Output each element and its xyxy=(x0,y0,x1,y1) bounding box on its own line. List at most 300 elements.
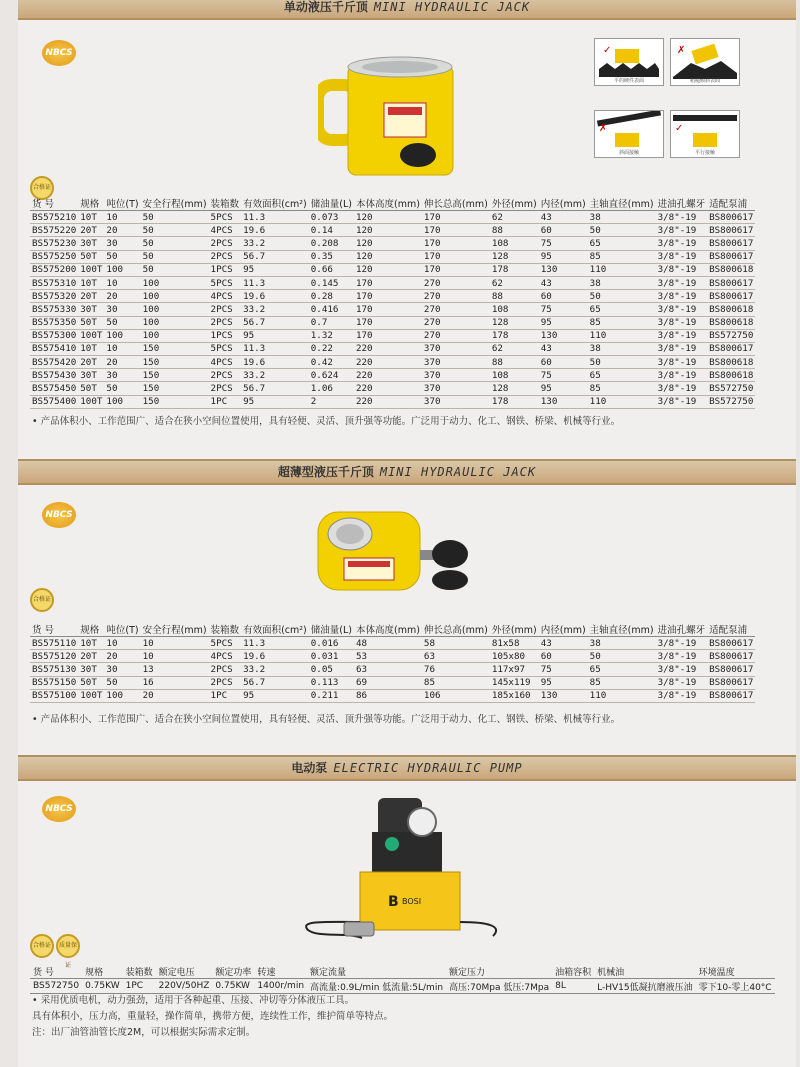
table-cell: 130 xyxy=(539,329,588,342)
table-cell: 120 xyxy=(354,224,422,237)
table-cell: 85 xyxy=(588,382,656,395)
table-cell: 50T xyxy=(78,382,104,395)
section3-title-cn: 电动泵 xyxy=(291,761,328,775)
table-cell: BS572750 xyxy=(709,396,754,408)
section1-title-cn: 单动液压千斤顶 xyxy=(283,0,368,14)
catalog-page xyxy=(18,0,796,1067)
table-cell: 5PCS xyxy=(209,211,242,224)
table-cell: 10T xyxy=(78,211,104,224)
table-cell: 10T xyxy=(78,342,104,355)
table-cell: 2PCS xyxy=(209,316,242,329)
svg-text:✓: ✓ xyxy=(603,45,612,56)
table-row xyxy=(30,303,755,316)
column-header: 规格 xyxy=(85,968,104,978)
column-header: 货 号 xyxy=(32,625,55,636)
table-cell: BS800618 xyxy=(709,356,754,368)
section2-title-band xyxy=(18,459,796,485)
column-header: 装箱数 xyxy=(210,625,240,636)
table-row xyxy=(30,211,755,224)
table-cell: 11.3 xyxy=(241,211,309,224)
table-cell: 178 xyxy=(490,329,539,342)
table-cell: BS575300 xyxy=(32,330,77,342)
table-cell: 62 xyxy=(490,342,539,355)
table-cell: 3/8"-19 xyxy=(656,224,708,237)
table-cell: 100 xyxy=(141,316,209,329)
table-cell: 150 xyxy=(141,369,209,382)
table-cell: 56.7 xyxy=(241,316,309,329)
spec-table-2 xyxy=(30,622,755,703)
table-cell: 50 xyxy=(141,211,209,224)
table-cell: 50 xyxy=(104,250,140,263)
electric-pump-image xyxy=(288,792,508,952)
table-cell: 43 xyxy=(539,211,588,224)
column-header: 油箱容积 xyxy=(555,968,592,978)
table-cell: 4PCS xyxy=(209,356,242,369)
table-cell: 170 xyxy=(422,250,490,263)
table-cell: 150 xyxy=(141,356,209,369)
table-cell: 高流量:0.9L/min 低流量:5L/min xyxy=(307,979,446,994)
table-cell: 50 xyxy=(104,676,140,689)
table-cell: 170 xyxy=(354,316,422,329)
table-cell: 20T xyxy=(78,650,104,663)
table-cell: 120 xyxy=(354,237,422,250)
table-cell: 88 xyxy=(490,290,539,303)
table-cell: 100 xyxy=(141,276,209,289)
pump-note-1: • 采用优质电机，动力强劲，适用于各种起重、压接、冲切等分体液压工具。 xyxy=(32,995,355,1006)
table-cell: 220 xyxy=(354,395,422,408)
table-cell: 2PCS xyxy=(209,382,242,395)
table-cell: 63 xyxy=(354,663,422,676)
table-cell: BS800617 xyxy=(709,650,754,662)
svg-text:✓: ✓ xyxy=(675,123,684,134)
column-header: 安全行程(mm) xyxy=(142,625,207,636)
table-cell: 20 xyxy=(104,290,140,303)
table-cell: 110 xyxy=(588,329,656,342)
table-cell: 30 xyxy=(104,663,140,676)
table-cell: 33.2 xyxy=(241,663,309,676)
table-cell: 76 xyxy=(422,663,490,676)
table-cell: 43 xyxy=(539,276,588,289)
table-cell: 185x160 xyxy=(490,689,539,702)
table-cell: BS575230 xyxy=(32,237,77,249)
table-cell: 58 xyxy=(422,637,490,650)
table-cell: 2PCS xyxy=(209,676,242,689)
table-cell: 1PCS xyxy=(209,263,242,276)
table-cell: 0.42 xyxy=(309,356,354,369)
svg-text:B: B xyxy=(388,894,399,910)
table-row xyxy=(30,329,755,342)
column-header: 储油量(L) xyxy=(310,199,352,210)
table-cell: 170 xyxy=(422,224,490,237)
table-cell: 150 xyxy=(141,395,209,408)
table-cell: 20 xyxy=(104,224,140,237)
table-cell: 30T xyxy=(78,663,104,676)
column-header: 环境温度 xyxy=(698,968,735,978)
table-cell: 2PCS xyxy=(209,663,242,676)
table-cell: 150 xyxy=(141,382,209,395)
table-cell: 50 xyxy=(104,382,140,395)
table-cell: 0.28 xyxy=(309,290,354,303)
table-cell: BS800617 xyxy=(709,290,754,302)
table-cell: 130 xyxy=(539,689,588,702)
table-row xyxy=(30,689,755,702)
table-cell: 85 xyxy=(588,676,656,689)
section2-title-en: MINI HYDRAULIC JACK xyxy=(379,465,537,479)
column-header: 有效面积(cm²) xyxy=(243,199,307,210)
table-cell: 178 xyxy=(490,263,539,276)
table-cell: 3/8"-19 xyxy=(656,663,708,676)
table-cell: 56.7 xyxy=(241,250,309,263)
table-cell: 3/8"-19 xyxy=(656,237,708,250)
section3-title-band xyxy=(18,755,796,781)
table-cell: 30T xyxy=(78,303,104,316)
table-cell: 0.073 xyxy=(309,211,354,224)
table-cell: 95 xyxy=(241,263,309,276)
table-cell: 75 xyxy=(539,303,588,316)
table-cell: 95 xyxy=(539,250,588,263)
table-cell: 60 xyxy=(539,356,588,369)
table-cell: 3/8"-19 xyxy=(656,276,708,289)
table-cell: 10 xyxy=(141,650,209,663)
table-cell: 69 xyxy=(354,676,422,689)
column-header: 吨位(T) xyxy=(106,625,139,636)
usage-diagram-4 xyxy=(670,110,740,158)
pump-note-2: 具有体积小，压力高，重量轻，操作简单，携带方便，连续性工作，维护简单等特点。 xyxy=(32,1011,394,1022)
table-cell: 33.2 xyxy=(241,237,309,250)
table-cell: 1PCS xyxy=(209,329,242,342)
table-cell: 370 xyxy=(422,395,490,408)
table-cell: 178 xyxy=(490,395,539,408)
column-header: 伸长总高(mm) xyxy=(423,625,488,636)
table-cell: 110 xyxy=(588,395,656,408)
section1-title-en: MINI HYDRAULIC JACK xyxy=(373,0,531,14)
table-row xyxy=(30,276,755,289)
table-cell: 4PCS xyxy=(209,224,242,237)
table-cell: 30 xyxy=(104,303,140,316)
table-row xyxy=(30,316,755,329)
table-cell: 170 xyxy=(422,263,490,276)
table-cell: BS800618 xyxy=(709,303,754,315)
table-cell: 19.6 xyxy=(241,224,309,237)
table-cell: 30T xyxy=(78,237,104,250)
table-cell: 95 xyxy=(241,395,309,408)
table-cell: 0.624 xyxy=(309,369,354,382)
table-cell: 65 xyxy=(588,303,656,316)
column-header: 进油孔螺牙 xyxy=(657,625,706,636)
table-cell: 0.75KW xyxy=(82,979,123,994)
table-cell: 270 xyxy=(422,290,490,303)
table-cell: 370 xyxy=(422,369,490,382)
table-cell: 220 xyxy=(354,369,422,382)
table-cell: 65 xyxy=(588,369,656,382)
table-cell: 3/8"-19 xyxy=(656,342,708,355)
table-cell: 33.2 xyxy=(241,369,309,382)
table-cell: 38 xyxy=(588,276,656,289)
table-cell: 50T xyxy=(78,250,104,263)
table-cell: 170 xyxy=(354,276,422,289)
table-cell: 108 xyxy=(490,369,539,382)
table-cell: 75 xyxy=(539,369,588,382)
table-cell: 63 xyxy=(422,650,490,663)
column-header: 额定压力 xyxy=(449,968,486,978)
table-cell: BS575330 xyxy=(32,303,77,315)
table-cell: 170 xyxy=(422,237,490,250)
table-cell: 100 xyxy=(104,395,140,408)
pump-spec-table xyxy=(30,965,775,994)
table-cell: 3/8"-19 xyxy=(656,650,708,663)
table-cell: 170 xyxy=(354,329,422,342)
table-cell: 43 xyxy=(539,637,588,650)
table-cell: 3/8"-19 xyxy=(656,303,708,316)
table-cell: 0.75KW xyxy=(212,979,254,994)
column-header: 储油量(L) xyxy=(310,625,352,636)
table-cell: 75 xyxy=(539,663,588,676)
table-cell: 0.66 xyxy=(309,263,354,276)
column-header: 进油孔螺牙 xyxy=(657,199,706,210)
table-cell: 0.208 xyxy=(309,237,354,250)
table-cell: 170 xyxy=(422,211,490,224)
table-cell: 20 xyxy=(104,356,140,369)
table-cell: 1.06 xyxy=(309,382,354,395)
table-cell: 65 xyxy=(588,237,656,250)
brand-logo-1: NBCS xyxy=(42,40,76,66)
quality-cert-icon: 合格证 xyxy=(30,176,54,200)
diagram-caption-1: 平的硬件表面 xyxy=(613,78,644,84)
table-cell: 10 xyxy=(104,276,140,289)
table-cell: BS575220 xyxy=(32,224,77,236)
table-cell: 1400r/min xyxy=(254,979,307,994)
table-cell: 0.113 xyxy=(309,676,354,689)
section2-note: • 产品体积小、工作范围广、适合在狭小空间位置使用，具有轻便、灵活、顶升强等功能。广泛用于动力、化工、钢铁、桥梁、机械等行业。 xyxy=(32,714,621,725)
table-row xyxy=(30,263,755,276)
column-header: 内径(mm) xyxy=(540,625,586,636)
quality-cert-icon-3: 合格证 xyxy=(30,934,54,958)
column-header: 额定功率 xyxy=(215,968,252,978)
table-cell: 33.2 xyxy=(241,303,309,316)
usage-diagram-3 xyxy=(594,110,664,158)
table-cell: 3/8"-19 xyxy=(656,250,708,263)
table-cell: BS575430 xyxy=(32,369,77,381)
table-cell: 38 xyxy=(588,637,656,650)
table-row xyxy=(30,290,755,303)
table-cell: BS800617 xyxy=(709,637,754,649)
column-header: 有效面积(cm²) xyxy=(243,625,307,636)
column-header: 主轴直径(mm) xyxy=(589,199,654,210)
svg-text:✗: ✗ xyxy=(677,45,686,56)
table-cell: 50 xyxy=(141,237,209,250)
table-cell: 3/8"-19 xyxy=(656,382,708,395)
table-cell: 120 xyxy=(354,263,422,276)
table-cell: 95 xyxy=(539,316,588,329)
table-row xyxy=(30,342,755,355)
section3-title-en: ELECTRIC HYDRAULIC PUMP xyxy=(333,761,523,775)
table-cell: BS575150 xyxy=(32,677,77,689)
table-cell: 11.3 xyxy=(241,637,309,650)
table-cell: 50 xyxy=(104,316,140,329)
table-cell: 128 xyxy=(490,250,539,263)
table-cell: 48 xyxy=(354,637,422,650)
table-cell: 20T xyxy=(78,224,104,237)
table-cell: 0.016 xyxy=(309,637,354,650)
table-row xyxy=(30,237,755,250)
table-cell: 4PCS xyxy=(209,650,242,663)
section1-title-band xyxy=(18,0,796,20)
table-cell: BS800618 xyxy=(709,264,754,276)
table-cell: 13 xyxy=(141,663,209,676)
table-cell: 3/8"-19 xyxy=(656,689,708,702)
table-cell: BS800617 xyxy=(709,224,754,236)
table-cell: 1PC xyxy=(209,395,242,408)
table-cell: BS800617 xyxy=(709,343,754,355)
table-cell: 2PCS xyxy=(209,303,242,316)
table-cell: 100 xyxy=(104,689,140,702)
table-cell: 3/8"-19 xyxy=(656,329,708,342)
table-cell: BS575420 xyxy=(32,356,77,368)
table-cell: BS575120 xyxy=(32,650,77,662)
table-cell: 370 xyxy=(422,356,490,369)
column-header: 适配泵浦 xyxy=(709,625,748,636)
table-cell: 10T xyxy=(78,637,104,650)
table-cell: 20 xyxy=(104,650,140,663)
table-cell: BS800617 xyxy=(709,237,754,249)
table-cell: 170 xyxy=(354,303,422,316)
table-cell: 100 xyxy=(141,303,209,316)
table-row xyxy=(30,650,755,663)
table-cell: BS800617 xyxy=(709,663,754,675)
table-cell: 3/8"-19 xyxy=(656,637,708,650)
column-header: 转速 xyxy=(257,968,276,978)
quality-cert-icon-2: 合格证 xyxy=(30,588,54,612)
table-cell: 0.35 xyxy=(309,250,354,263)
table-cell: 100 xyxy=(141,329,209,342)
table-cell: 75 xyxy=(539,237,588,250)
brand-logo-3: NBCS xyxy=(42,796,76,822)
table-cell: 1.32 xyxy=(309,329,354,342)
table-cell: 0.031 xyxy=(309,650,354,663)
table-cell: BS800618 xyxy=(709,369,754,381)
svg-text:✗: ✗ xyxy=(599,123,608,134)
table-cell: 20T xyxy=(78,290,104,303)
table-cell: 95 xyxy=(539,676,588,689)
table-cell: BS572750 xyxy=(709,330,754,342)
table-cell: 105x80 xyxy=(490,650,539,663)
table-cell: 高压:70Mpa 低压:7Mpa xyxy=(446,979,552,994)
table-cell: 53 xyxy=(354,650,422,663)
column-header: 外径(mm) xyxy=(491,625,537,636)
table-cell: 11.3 xyxy=(241,276,309,289)
pump-note-3: 注：出厂油管油管长度2M，可以根据实际需求定制。 xyxy=(32,1027,256,1038)
table-cell: 1PC xyxy=(123,979,156,994)
diagram-caption-2: 粗糙倾斜表面 xyxy=(689,78,720,84)
table-cell: 11.3 xyxy=(241,342,309,355)
table-cell: BS800617 xyxy=(709,277,754,289)
table-cell: 3/8"-19 xyxy=(656,263,708,276)
table-cell: 85 xyxy=(588,250,656,263)
table-cell: BS575320 xyxy=(32,290,77,302)
table-cell: 2PCS xyxy=(209,237,242,250)
table-cell: 8L xyxy=(552,979,594,994)
table-cell: 56.7 xyxy=(241,676,309,689)
diagram-caption-3: 斜面接触 xyxy=(618,150,639,156)
table-cell: 50 xyxy=(141,250,209,263)
usage-diagram-2 xyxy=(670,38,740,86)
table-cell: 86 xyxy=(354,689,422,702)
table-cell: 270 xyxy=(422,303,490,316)
table-cell: 100T xyxy=(80,396,103,408)
table-cell: 3/8"-19 xyxy=(656,211,708,224)
column-header: 本体高度(mm) xyxy=(355,625,420,636)
table-cell: 0.211 xyxy=(309,689,354,702)
spec-table-1 xyxy=(30,196,755,409)
table-cell: BS575250 xyxy=(32,251,77,263)
table-cell: BS572750 xyxy=(709,383,754,395)
table-cell: 50T xyxy=(78,316,104,329)
table-cell: 50 xyxy=(588,224,656,237)
table-row xyxy=(30,637,755,650)
table-cell: BS575100 xyxy=(32,690,77,702)
table-row xyxy=(30,250,755,263)
table-cell: 88 xyxy=(490,356,539,369)
table-cell: 100 xyxy=(104,263,140,276)
brand-logo-2: NBCS xyxy=(42,502,76,528)
section2-title-cn: 超薄型液压千斤顶 xyxy=(277,465,374,479)
table-row xyxy=(30,382,755,395)
table-cell: 4PCS xyxy=(209,290,242,303)
table-cell: 270 xyxy=(422,316,490,329)
table-cell: 130 xyxy=(539,395,588,408)
table-cell: BS575110 xyxy=(32,637,77,649)
table-row xyxy=(30,395,755,408)
column-header: 外径(mm) xyxy=(491,199,537,210)
table-cell: 85 xyxy=(588,316,656,329)
table-cell: 95 xyxy=(241,689,309,702)
mini-jack-image xyxy=(318,55,468,185)
table-cell: 150 xyxy=(141,342,209,355)
column-header: 主轴直径(mm) xyxy=(589,625,654,636)
table-cell: 220V/50HZ xyxy=(156,979,213,994)
table-cell: 30 xyxy=(104,369,140,382)
table-cell: 370 xyxy=(422,382,490,395)
table-cell: 65 xyxy=(588,663,656,676)
table-cell: 85 xyxy=(422,676,490,689)
table-cell: 2PCS xyxy=(209,369,242,382)
table-cell: BS800617 xyxy=(709,251,754,263)
section1-note: • 产品体积小、工作范围广、适合在狭小空间位置使用，具有轻便、灵活、顶升强等功能。广泛用于动力、化工、钢铁、桥梁、机械等行业。 xyxy=(32,416,621,427)
table-cell: 38 xyxy=(588,211,656,224)
table-cell: 5PCS xyxy=(209,637,242,650)
table-cell: 60 xyxy=(539,224,588,237)
table-cell: 270 xyxy=(422,276,490,289)
table-cell: 20 xyxy=(141,689,209,702)
table-cell: 50 xyxy=(588,290,656,303)
table-cell: 0.22 xyxy=(309,342,354,355)
table-cell: 38 xyxy=(588,342,656,355)
table-row xyxy=(30,369,755,382)
table-cell: 零下10-零上40°C xyxy=(696,979,775,994)
column-header: 规格 xyxy=(80,199,100,210)
table-cell: 19.6 xyxy=(241,290,309,303)
table-cell: BS575200 xyxy=(32,264,77,276)
table-cell: BS575310 xyxy=(32,277,77,289)
table-cell: 220 xyxy=(354,356,422,369)
table-cell: 10 xyxy=(104,211,140,224)
quality-guarantee-icon: 质量保证 xyxy=(56,934,80,958)
table-cell: BS800618 xyxy=(709,317,754,329)
column-header: 安全行程(mm) xyxy=(142,199,207,210)
table-row xyxy=(30,676,755,689)
table-cell: 88 xyxy=(490,224,539,237)
table-cell: 50 xyxy=(588,650,656,663)
